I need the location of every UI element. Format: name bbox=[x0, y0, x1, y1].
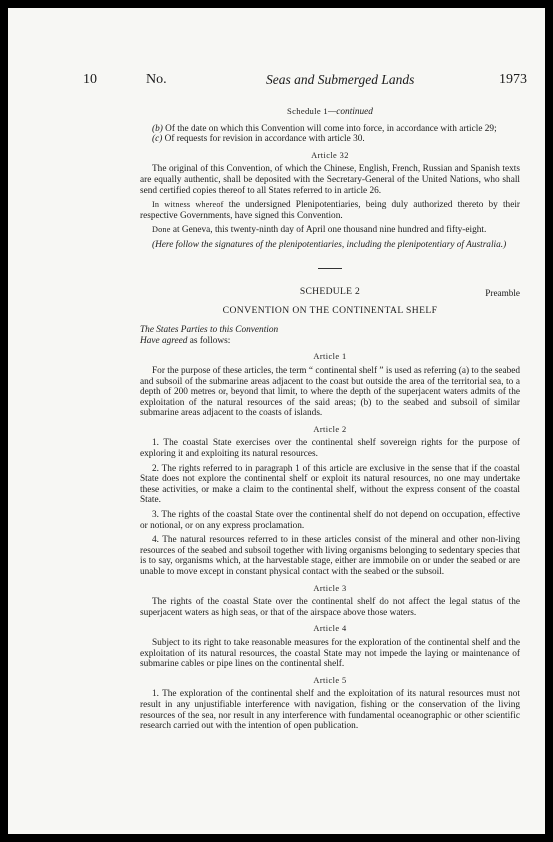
margin-note-preamble: Preamble bbox=[485, 287, 520, 298]
article-3-paragraph: The rights of the coastal State over the continental shelf do not affect the legal status of the superjacent waters as high seas, or that of the airspace above those waters. bbox=[140, 597, 520, 618]
running-title: Seas and Submerged Lands bbox=[266, 72, 415, 87]
article-3-heading: Article 3 bbox=[313, 583, 347, 593]
article-2-paragraph-1: 1. The coastal State exercises over the continental shelf sovereign rights for the purpose of exploring it and exploiting its natural resources. bbox=[140, 438, 520, 460]
article-2-paragraph-2: 2. The rights referred to in paragraph 1 of this article are exclusive in the sense that if the coastal State does not explore the continental shelf or exploit its natural resources, no one may undertake these activities, or make a claim to the continental shelf, without the express consent of the coastal State. bbox=[140, 463, 520, 506]
article-1-heading: Article 1 bbox=[313, 352, 347, 362]
article-2-paragraph-4: 4. The natural resources referred to in these articles consist of the mineral and other non-living resources of the seabed and subsoil together with living organisms belonging to sedentary species that is to say, organisms which, at the harvestable stage, either are immobile on or under the seabed or are unable to move except in constant physical contact with the seabed or the subsoil. bbox=[140, 535, 520, 577]
article-32-witness-paragraph: In witness whereof the undersigned Plenipotentiaries, being duly authorized thereto by their respective Governments, have signed this Convention. bbox=[140, 200, 520, 221]
schedule-1-item-b: (b) Of the date on which this Convention will come into force, in accordance with article 29; bbox=[152, 123, 497, 134]
schedule-1-item-c: (c) Of requests for revision in accordance with article 30. bbox=[152, 134, 365, 145]
page-header bbox=[8, 72, 545, 92]
article-1-paragraph: For the purpose of these articles, the term “ continental shelf ” is used as referring (a) to the seabed and subsoil of the submarine areas adjacent to the coast but outside the area of the territorial sea, to a depth of 200 metres or, beyond that limit, to where the depth of the superjacent waters admits of the exploitation of the natural resources of the said areas; (b) to the seabed and subsoil of similar submarine areas adjacent to the coasts of islands. bbox=[140, 365, 520, 419]
convention-intro bbox=[140, 325, 520, 346]
article-32-paragraph-1: The original of this Convention, of which the Chinese, English, French, Russian and Spanish texts are equally authentic, shall be deposited with the Secretary-General of the United Nations, who shall send certified copies thereof to all States referred to in article 26. bbox=[140, 164, 520, 196]
page-number: 10 bbox=[83, 72, 97, 87]
article-32-heading: Article 32 bbox=[311, 150, 349, 160]
signatures-note: (Here follow the signatures of the plenipotentiaries, including the plenipotentiary of Australia.) bbox=[152, 239, 507, 250]
article-2-paragraph-3: 3. The rights of the coastal State over the continental shelf do not depend on occupation, effective or notional, or on any express proclamation. bbox=[140, 510, 520, 531]
intro-line-1: The States Parties to this Convention bbox=[140, 325, 279, 336]
article-32-done-paragraph: Done at Geneva, this twenty-ninth day of April one thousand nine hundred and fifty-eight. bbox=[152, 225, 487, 236]
article-2-heading: Article 2 bbox=[313, 424, 347, 434]
intro-line-2: Have agreed as follows: bbox=[140, 335, 231, 346]
article-4-paragraph: Subject to its right to take reasonable measures for the exploration of the continental shelf and the exploitation of its natural resources, the coastal State may not impede the laying or maintenance of submarine cables or pipe lines on the continental shelf. bbox=[140, 637, 520, 670]
act-year: 1973 bbox=[499, 72, 527, 87]
schedule-2-heading-row bbox=[140, 287, 520, 300]
schedule-1-continued-heading: Schedule 1—continued bbox=[287, 106, 373, 117]
act-number-label: No. bbox=[146, 72, 167, 87]
article-4-heading: Article 4 bbox=[313, 624, 347, 634]
article-5-paragraph-1: 1. The exploration of the continental shelf and the exploitation of its natural resources must not result in any unjustifiable interference with navigation, fishing or the conservation of the living resources of the sea, nor result in any interference with fundamental oceanographic or other scientific research carried out with the intention of open publication. bbox=[140, 689, 520, 732]
article-5-heading: Article 5 bbox=[313, 675, 347, 685]
section-divider bbox=[318, 268, 342, 269]
document-page bbox=[8, 8, 545, 834]
schedule-2-heading: SCHEDULE 2 bbox=[299, 285, 361, 297]
page-body bbox=[140, 106, 520, 736]
convention-title: CONVENTION ON THE CONTINENTAL SHELF bbox=[222, 304, 438, 316]
